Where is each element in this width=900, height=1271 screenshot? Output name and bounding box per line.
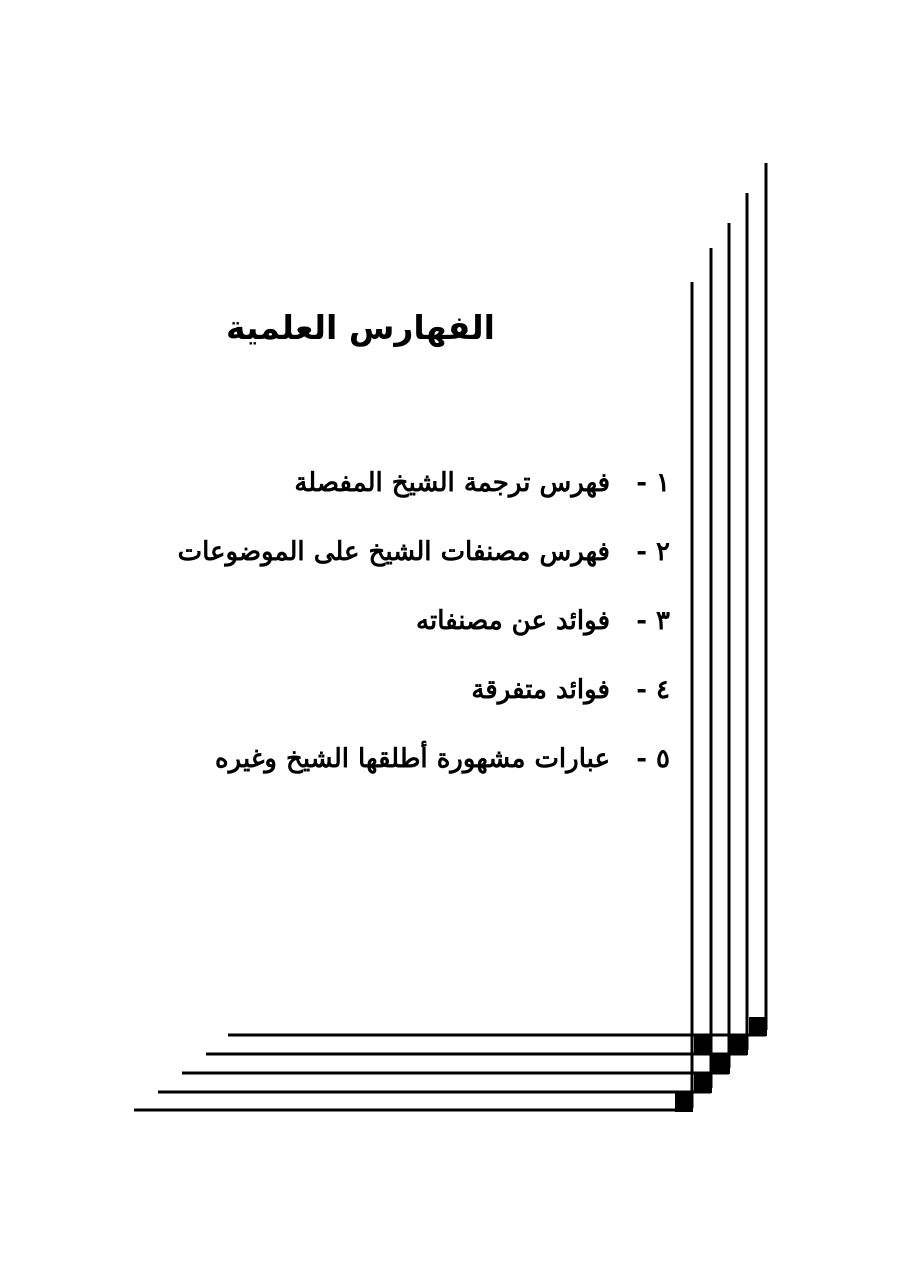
page-title: الفهارس العلمية [225, 308, 495, 347]
item-text: فوائد متفرقة [471, 674, 610, 705]
frame-corner-square [675, 1093, 693, 1112]
frame-corner-square [712, 1055, 730, 1074]
frame-corner-square [694, 1074, 712, 1093]
item-number: ١ - [636, 467, 670, 498]
list-item [110, 586, 670, 655]
item-number: ٥ - [636, 743, 670, 774]
list-item [110, 448, 670, 517]
item-number: ٤ - [636, 674, 670, 705]
item-text: فهرس ترجمة الشيخ المفصلة [294, 467, 610, 498]
item-text: فوائد عن مصنفاته [416, 605, 610, 636]
frame-corner-square [730, 1036, 748, 1055]
item-text: فهرس مصنفات الشيخ على الموضوعات [177, 536, 610, 567]
list-item [110, 655, 670, 724]
list-item [110, 724, 670, 793]
frame-corner-square [749, 1017, 767, 1036]
item-number: ٣ - [636, 605, 670, 636]
index-list [110, 448, 670, 793]
item-number: ٢ - [636, 536, 670, 567]
list-item [110, 517, 670, 586]
frame-corner-square [694, 1036, 712, 1055]
item-text: عبارات مشهورة أطلقها الشيخ وغيره [215, 743, 610, 774]
